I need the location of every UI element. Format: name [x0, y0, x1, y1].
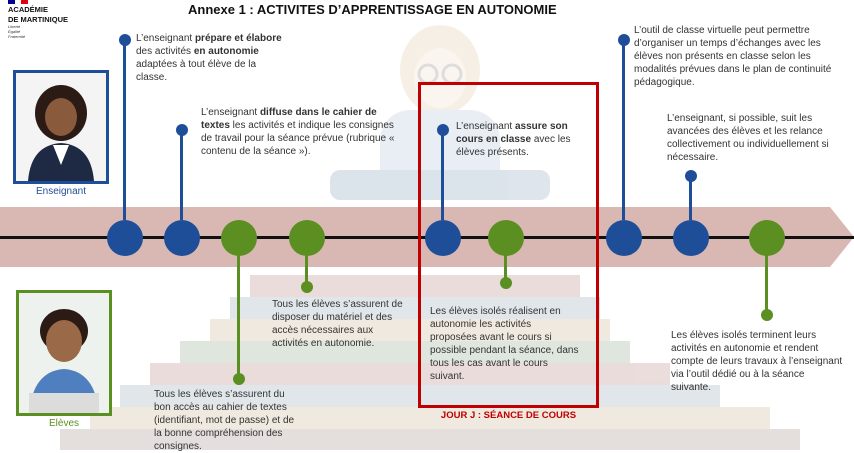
student-stem-cap-3	[500, 277, 512, 289]
teacher-step-4: L’outil de classe virtuelle peut permettre d’organiser un temps d’échanges avec les élèves non présents en classe selon les modalités prévues dans le plan de continuité pédagogique.	[634, 25, 832, 88]
teacher-stem-5	[689, 176, 692, 220]
teacher-stem-cap-3	[437, 124, 449, 136]
student-step-2: Tous les élèves s’assurent de disposer du matériel et des accès nécessaires aux activités en autonomie.	[272, 299, 403, 349]
student-node-3	[488, 220, 524, 256]
seance-label: JOUR J : SÉANCE DE COURS	[440, 410, 577, 421]
teacher-step-5: L’enseignant, si possible, suit les avancées des élèves et les relance collectivement ou individuellement si nécessaire.	[667, 113, 829, 163]
teacher-node-5	[673, 220, 709, 256]
teacher-stem-1	[123, 40, 126, 220]
academy-name-line1: ACADÉMIE	[8, 5, 49, 14]
teacher-stem-cap-1	[119, 34, 131, 46]
student-stem-4	[765, 255, 768, 315]
teacher-step-1: L’enseignant prépare et élabore des activités en autonomie adaptées à tout élève de la classe.	[136, 33, 282, 83]
teacher-label: Enseignant	[35, 186, 87, 197]
teacher-stem-3	[441, 130, 444, 220]
student-step-1: Tous les élèves s’assurent du bon accès au cahier de textes (identifiant, mot de passe) et de la bonne compréhension des consignes.	[154, 389, 295, 452]
student-stem-cap-2	[301, 281, 313, 293]
teacher-step-2: L’enseignant diffuse dans le cahier de textes les activités et indique les consignes de travail pour la séance prévue (rubrique « contenu de la séance »).	[201, 107, 395, 157]
student-card	[16, 290, 112, 416]
student-step-4: Les élèves isolés terminent leurs activités en autonomie et rendent compte de leurs travaux à l’enseignant via l’outil dédié ou à la séance suivante.	[671, 330, 843, 393]
student-stem-cap-4	[761, 309, 773, 321]
student-stem-cap-1	[233, 373, 245, 385]
academy-name-line2: DE MARTINIQUE	[8, 15, 68, 24]
teacher-stem-2	[180, 130, 183, 220]
student-avatar	[19, 293, 109, 413]
teacher-node-4	[606, 220, 642, 256]
student-node-1	[221, 220, 257, 256]
motto-fraternite: Fraternité	[8, 34, 26, 39]
motto-liberte: Liberté	[8, 24, 21, 29]
student-node-4	[749, 220, 785, 256]
teacher-node-3	[425, 220, 461, 256]
teacher-stem-cap-5	[685, 170, 697, 182]
page-title: Annexe 1 : ACTIVITES D’APPRENTISSAGE EN AUTONOMIE	[188, 2, 557, 17]
motto-egalite: Égalité	[8, 29, 21, 34]
teacher-stem-4	[622, 40, 625, 220]
teacher-card	[13, 70, 109, 184]
student-stem-1	[237, 255, 240, 379]
teacher-avatar	[16, 73, 106, 181]
teacher-stem-cap-2	[176, 124, 188, 136]
student-step-3: Les élèves isolés réalisent en autonomie les activités proposées avant le cours si possible pendant la séance, dans tous les cas avant le cours suivant.	[430, 306, 579, 382]
student-label: Elèves	[48, 418, 79, 429]
teacher-stem-cap-4	[618, 34, 630, 46]
academy-logo	[8, 0, 88, 39]
flag-icon	[8, 0, 28, 4]
teacher-node-2	[164, 220, 200, 256]
teacher-node-1	[107, 220, 143, 256]
student-node-2	[289, 220, 325, 256]
teacher-step-3: L’enseignant assure son cours en classe avec les élèves présents.	[456, 121, 571, 158]
